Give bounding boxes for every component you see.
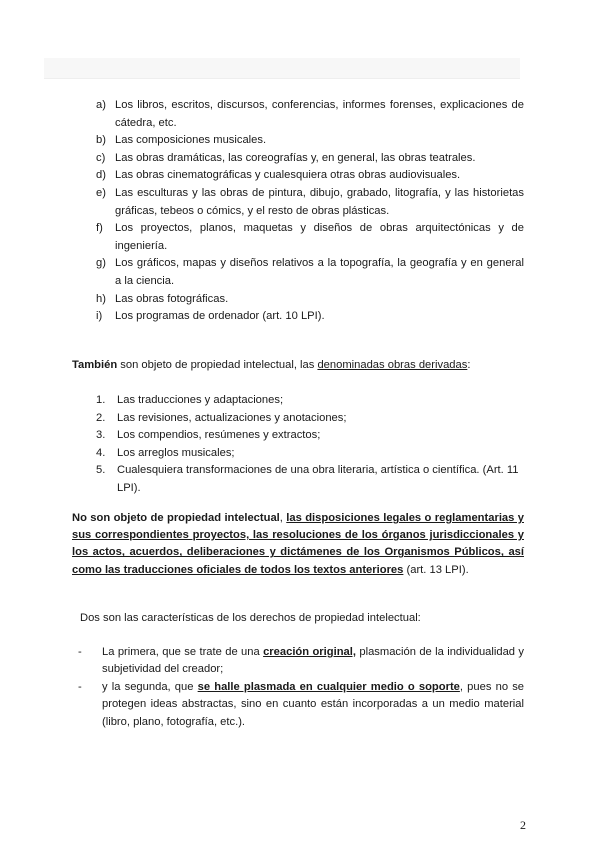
list-marker: e) [96,186,106,199]
derived-works-list [96,392,526,498]
list-item [96,255,524,290]
list-item [96,291,524,309]
list-marker: f) [96,222,103,235]
derived-works-term: denominadas obras derivadas [317,359,468,371]
page-header-band [44,58,520,79]
list-item-text: Los arreglos musicales; [117,446,235,459]
second-emphasis: se halle plasmada en cualquier medio o soporte [197,680,460,693]
list-item-text: Los proyectos, planos, maquetas y diseños de obras arquitectónicas y de ingeniería. [115,222,524,252]
first-emphasis: creación original, [263,646,356,658]
list-marker: i) [96,310,103,323]
second-before: y la segunda, que [102,680,198,693]
list-item [96,392,526,410]
list-item-text: Los compendios, resúmenes y extractos; [117,429,321,442]
list-item-text: Los gráficos, mapas y diseños relativos a la topografía, la geografía y en general a la ciencia. [115,257,524,287]
characteristics-intro: Dos son las características de los derechos de propiedad intelectual: [80,612,421,624]
list-item-text: Las obras dramáticas, las coreografías y, en general, las obras teatrales. [115,151,476,164]
not-object-exclusions: las disposiciones legales o reglamentarias y sus correspondientes proyectos, las resoluciones de los órganos jurisdiccionales y los actos, acuerdos, deliberaciones y dictámenes de los Organismos Públicos, así como las traducciones oficiales de todos los textos anteriores [72,512,524,576]
protected-works-list [96,97,524,326]
list-marker: 3. [96,429,106,442]
derived-intro-lead: También [72,359,118,371]
list-item [74,679,524,731]
list-item [96,462,526,497]
not-object-lead: No son objeto de propiedad intelectual [72,512,280,524]
list-item-text: Las composiciones musicales. [115,134,267,147]
list-marker: a) [96,99,106,111]
list-marker: h) [96,292,106,305]
list-item [96,150,524,168]
list-item-text: Las revisiones, actualizaciones y anotaciones; [117,411,347,424]
derived-works-intro [72,357,532,374]
list-marker: c) [96,151,106,164]
list-item [96,427,526,445]
list-item [96,167,524,185]
first-before: La primera, que se trate de una [102,646,264,658]
list-item [74,644,524,679]
second-after: , pues no se protegen ideas abstractas, sino en cuanto están incorporadas a un medio material (libro, plano, fotografía, etc.). [102,680,525,728]
not-object-reference: (art. 13 LPI). [403,563,469,576]
list-item-text: Las obras fotográficas. [115,292,229,305]
list-item [96,185,524,220]
list-marker: 2. [96,411,106,424]
not-object-paragraph [72,510,524,579]
derived-intro-end: : [467,359,471,371]
list-item [96,445,526,463]
dash-marker: - [78,646,82,658]
dash-marker: - [78,680,82,693]
list-marker: b) [96,134,106,147]
list-item-text: Cualesquiera transformaciones de una obra literaria, artística o científica. (Art. 11 LPI). [117,464,519,494]
list-item-text: Las traducciones y adaptaciones; [117,394,284,406]
characteristics-list [74,644,524,731]
list-marker: g) [96,257,106,270]
list-item-text: Los programas de ordenador (art. 10 LPI). [115,310,325,323]
list-item [96,308,524,326]
list-marker: 5. [96,464,106,477]
list-item-text: Las esculturas y las obras de pintura, dibujo, grabado, litografía, y las historietas gráficas, tebeos o cómics, y el resto de obras plásticas. [115,186,524,217]
list-item [96,220,524,255]
list-item-text: Los libros, escritos, discursos, conferencias, informes forenses, explicaciones de cátedra, etc. [115,99,524,129]
derived-intro-mid: son objeto de propiedad intelectual, las [117,359,318,371]
list-item [96,97,524,132]
list-item [96,410,526,428]
list-marker: 4. [96,446,106,459]
list-marker: d) [96,169,106,182]
list-item-text: Las obras cinematográficas y cualesquiera otras obras audiovisuales. [115,169,461,182]
not-object-comma: , [279,512,287,524]
list-item [96,132,524,150]
first-after: plasmación de la individualidad y subjetividad del creador; [102,646,524,676]
page-number: 2 [520,818,526,832]
list-marker: 1. [96,394,106,406]
